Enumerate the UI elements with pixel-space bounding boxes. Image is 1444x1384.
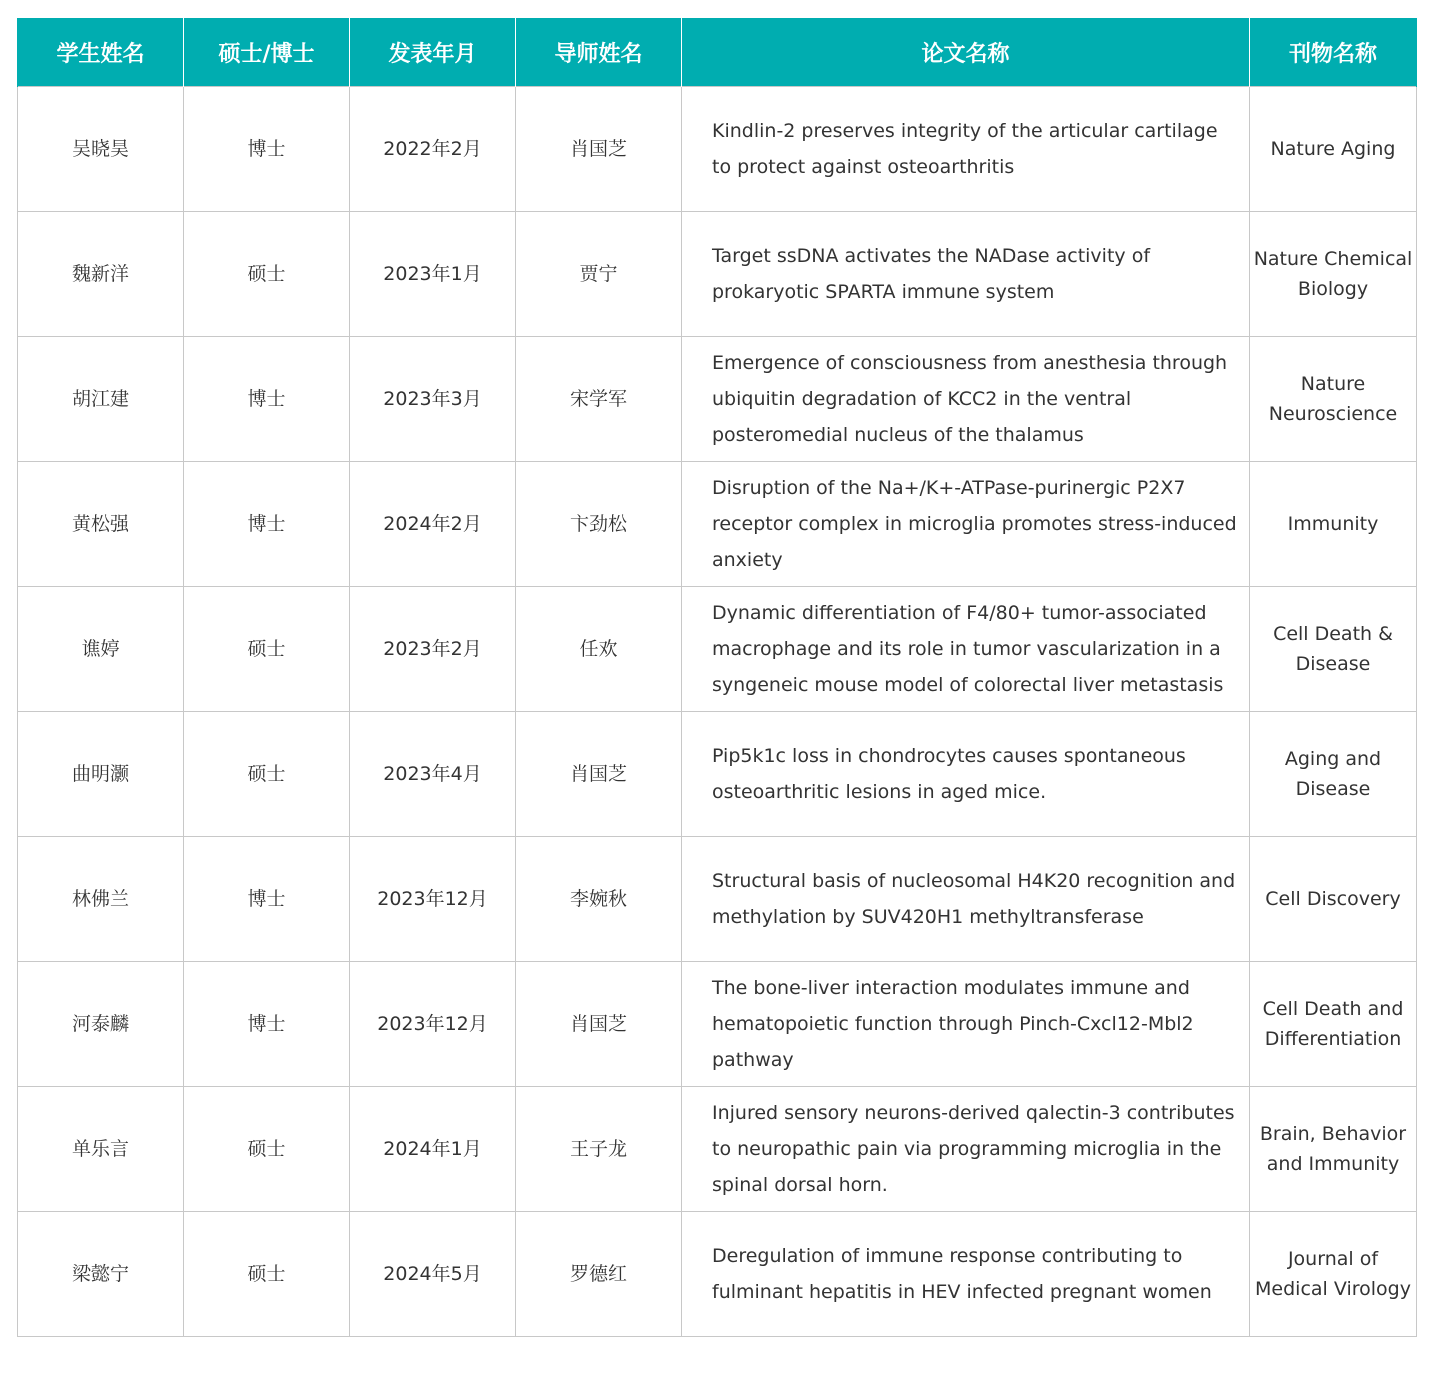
degree-cell: 硕士 [184,587,350,712]
degree-cell: 博士 [184,87,350,212]
publish-date-cell: 2023年12月 [350,837,516,962]
header-student-name: 学生姓名 [18,18,184,87]
paper-title-cell: Target ssDNA activates the NADase activity of prokaryotic SPARTA immune system [682,212,1250,337]
table-row [18,587,1417,712]
student-name-cell: 单乐言 [18,1087,184,1212]
paper-title-cell: Pip5k1c loss in chondrocytes causes spontaneous osteoarthritic lesions in aged mice. [682,712,1250,837]
student-name-cell: 黄松强 [18,462,184,587]
degree-cell: 硕士 [184,712,350,837]
publications-table [17,18,1417,1337]
publish-date-cell: 2023年2月 [350,587,516,712]
table-row [18,712,1417,837]
table-body [18,87,1417,1337]
degree-cell: 博士 [184,962,350,1087]
publish-date-cell: 2023年12月 [350,962,516,1087]
journal-name-cell: Cell Discovery [1250,837,1417,962]
header-journal-name: 刊物名称 [1250,18,1417,87]
student-name-cell: 谯婷 [18,587,184,712]
advisor-name-cell: 肖国芝 [516,87,682,212]
journal-name-cell: Nature Neuroscience [1250,337,1417,462]
publish-date-cell: 2023年4月 [350,712,516,837]
table-row [18,1212,1417,1337]
advisor-name-cell: 王子龙 [516,1087,682,1212]
advisor-name-cell: 肖国芝 [516,712,682,837]
journal-name-cell: Brain, Behavior and Immunity [1250,1087,1417,1212]
table-row [18,962,1417,1087]
advisor-name-cell: 肖国芝 [516,962,682,1087]
paper-title-cell: Injured sensory neurons-derived qalectin-3 contributes to neuropathic pain via programming microglia in the spinal dorsal horn. [682,1087,1250,1212]
student-name-cell: 吴晓昊 [18,87,184,212]
student-name-cell: 河泰麟 [18,962,184,1087]
publish-date-cell: 2023年3月 [350,337,516,462]
paper-title-cell: Structural basis of nucleosomal H4K20 recognition and methylation by SUV420H1 methyltransferase [682,837,1250,962]
publish-date-cell: 2022年2月 [350,87,516,212]
table-row [18,337,1417,462]
paper-title-cell: The bone-liver interaction modulates immune and hematopoietic function through Pinch-Cxcl12-Mbl2 pathway [682,962,1250,1087]
table-row [18,1087,1417,1212]
journal-name-cell: Journal of Medical Virology [1250,1212,1417,1337]
table-row [18,837,1417,962]
table-row [18,87,1417,212]
publish-date-cell: 2023年1月 [350,212,516,337]
header-advisor-name: 导师姓名 [516,18,682,87]
journal-name-cell: Cell Death and Differentiation [1250,962,1417,1087]
publish-date-cell: 2024年5月 [350,1212,516,1337]
degree-cell: 硕士 [184,212,350,337]
advisor-name-cell: 卞劲松 [516,462,682,587]
advisor-name-cell: 宋学军 [516,337,682,462]
table-row [18,462,1417,587]
paper-title-cell: Kindlin-2 preserves integrity of the articular cartilage to protect against osteoarthritis [682,87,1250,212]
journal-name-cell: Cell Death & Disease [1250,587,1417,712]
advisor-name-cell: 罗德红 [516,1212,682,1337]
degree-cell: 硕士 [184,1087,350,1212]
paper-title-cell: Disruption of the Na+/K+-ATPase-purinergic P2X7 receptor complex in microglia promotes stress-induced anxiety [682,462,1250,587]
header-row [18,18,1417,87]
advisor-name-cell: 任欢 [516,587,682,712]
student-name-cell: 魏新洋 [18,212,184,337]
journal-name-cell: Nature Chemical Biology [1250,212,1417,337]
table-header [18,18,1417,87]
journal-name-cell: Immunity [1250,462,1417,587]
student-name-cell: 胡江建 [18,337,184,462]
student-name-cell: 曲明灏 [18,712,184,837]
student-name-cell: 林佛兰 [18,837,184,962]
journal-name-cell: Aging and Disease [1250,712,1417,837]
header-publish-date: 发表年月 [350,18,516,87]
header-paper-title: 论文名称 [682,18,1250,87]
paper-title-cell: Emergence of consciousness from anesthesia through ubiquitin degradation of KCC2 in the ventral posteromedial nucleus of the thalamus [682,337,1250,462]
table-row [18,212,1417,337]
header-degree: 硕士/博士 [184,18,350,87]
publish-date-cell: 2024年2月 [350,462,516,587]
degree-cell: 博士 [184,837,350,962]
degree-cell: 博士 [184,337,350,462]
advisor-name-cell: 贾宁 [516,212,682,337]
degree-cell: 硕士 [184,1212,350,1337]
paper-title-cell: Deregulation of immune response contributing to fulminant hepatitis in HEV infected pregnant women [682,1212,1250,1337]
publish-date-cell: 2024年1月 [350,1087,516,1212]
paper-title-cell: Dynamic differentiation of F4/80+ tumor-associated macrophage and its role in tumor vascularization in a syngeneic mouse model of colorectal liver metastasis [682,587,1250,712]
student-name-cell: 梁懿宁 [18,1212,184,1337]
journal-name-cell: Nature Aging [1250,87,1417,212]
degree-cell: 博士 [184,462,350,587]
advisor-name-cell: 李婉秋 [516,837,682,962]
